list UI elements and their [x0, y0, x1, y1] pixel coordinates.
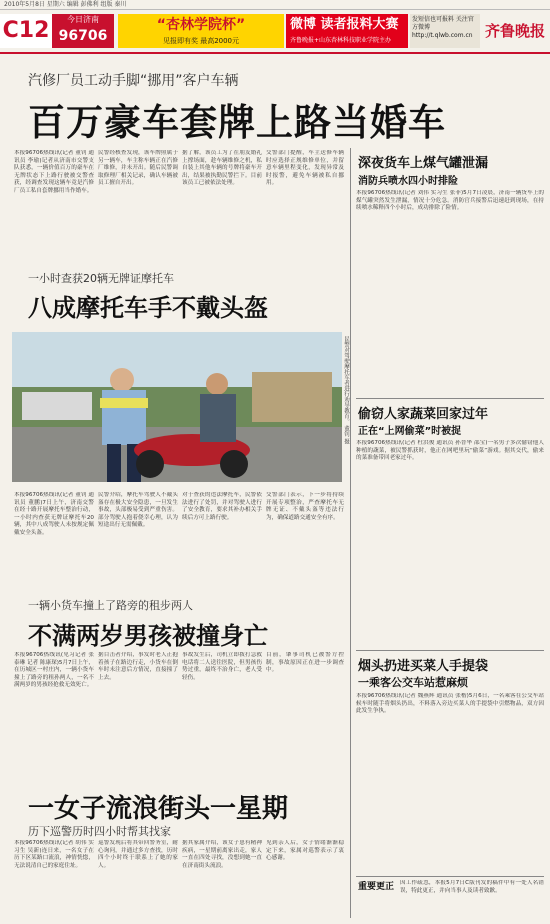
side4-headline: 重要更正	[358, 882, 395, 892]
story3-headline: 不满两岁男孩被撞身亡	[28, 622, 268, 650]
story2-col3: 对于查获的违法摩托车，民警依法进行了处罚，并对驾驶人进行了安全教育，要求其补办相关手续后方可上路行驶。	[182, 492, 262, 521]
story2-col2: 民警介绍，摩托车驾驶人不戴头盔存在极大安全隐患，一旦发生事故，头部极易受到严重伤害。部分驾驶人抱着侥幸心理，认为短途出行无需佩戴。	[98, 492, 178, 529]
side1-body: 本报96706热线讯(记者 刘伟 实习生 张菲)5月7日凌晨，济南一辆货车上的煤气罐突然发生泄漏，情况十分危急。消防官兵接警后迅速赶到现场，在持续喷水稀释四个小时后，成功排除了险情。	[356, 190, 544, 212]
story1-col4: 交警部门提醒，车主送修车辆时应选择正规维修单位，并留意车辆里程变化，发现异常及时报警，避免车辆被私自挪用。	[266, 150, 344, 187]
story3-col3: 事故发生后，司机立即拨打急救电话将二人送往医院，但男孩伤势过重，最终不治身亡，老人受轻伤。	[182, 652, 262, 681]
photo-caption: 民警对驾驶摩托车者进行劝导教育。 董钊 摄	[343, 336, 349, 444]
story2-kicker: 一小时查获20辆无牌证摩托车	[28, 272, 174, 285]
ad-subtitle: 齐鲁晚报+山东杏林科技职业学院主办	[290, 37, 392, 44]
section-divider	[356, 398, 544, 399]
page-number: C12	[0, 14, 52, 48]
section-label: 今日济南	[67, 15, 99, 24]
section-box	[52, 14, 114, 48]
banner-ad-weibo	[286, 14, 408, 48]
story1-headline: 百万豪车套牌上路当婚车	[28, 101, 446, 144]
side2-headline: 偷窃人家蔬菜回家过年	[358, 407, 489, 422]
story4-col2: 巡警发现后将其带回警务室，耐心询问，并通过多方查找，历时四个小时终于联系上了她的家人。	[98, 840, 178, 869]
ad-title: 微博 读者报料大赛	[290, 17, 399, 32]
story4-headline: 一女子流浪街头一星期	[28, 794, 289, 824]
masthead	[0, 10, 550, 52]
date-line: 2010年5月8日 星期六 编辑 彭佛利 组版 秦川	[0, 0, 550, 10]
story4-col1: 本报96706热线讯(记者 胡伟 实习生 吴新)连日来，一名女子在历下区某路口流浪，神情恍惚，无法说清自己的家庭住址。	[14, 840, 94, 869]
side4-body: 因工作疏忽，本报5月7日C版刊发的稿件中有一处人名错误，特此更正，并向当事人及读者致歉。	[400, 880, 544, 894]
story1-col3: 据了解，该员工为了在朋友婚礼上撑场面，趁车辆维修之机，私自装上其他车辆的号牌将豪车开出，结果被执勤民警拦下。目前该员工已被依法处理。	[182, 150, 262, 187]
side1-headline: 深夜货车上煤气罐泄漏	[358, 156, 489, 171]
story3-col2: 据目击者介绍，事发时老人正抱着孩子在路边行走，小货车在倒车时未注意后方情况，直接撞了上去。	[98, 652, 178, 681]
story4-subhead: 历下巡警历时四小时帮其找家	[28, 825, 171, 838]
story2-col1: 本报96706热线讯(记者 董钊 通讯员 董鹏)7日上午，济南交警在经十路开展摩托车整治行动，一小时内查获无牌证摩托车20辆，其中八成驾驶人未按规定佩戴安全头盔。	[14, 492, 94, 536]
sms-info: 发短信也可报料 关注官方微博 http://t.qlwb.com.cn	[410, 14, 480, 48]
ad-subtitle: 见报即有奖 最高2000元	[162, 37, 240, 45]
side2-body: 本报96706热线讯(记者 杜洪俊 通讯员 孙晋华 邵宝)一名男子多次偷窃他人种植的蔬菜，被民警抓获时，他正在网吧里玩“偷菜”游戏。据其交代，偷来的菜准备带回老家过年。	[356, 440, 544, 462]
story3-col1: 本报96706热线讯(见习记者 张泰琳 记者 陈康琛)5月7日上午，在历城区一村庄内，一辆小货车撞上了路旁的租孙两人，一名不满两岁的男孩经抢救无效死亡。	[14, 652, 94, 689]
story4-col4: 见到亲人后，女子情绪渐渐稳定下来，家属对巡警表示了衷心感谢。	[266, 840, 344, 862]
story3-col4: 目前，肇事司机已被警方控制，事故原因正在进一步调查中。	[266, 652, 344, 674]
story3-kicker: 一辆小货车撞上了路旁的租步两人	[28, 599, 193, 612]
section-divider	[356, 650, 544, 651]
side3-body: 本报96706热线讯(记者 魏燕辉 通讯员 张楷)5月6日，一名乘客在公交车站候车时随手将烟头扔出，不料落入旁边买菜人的手提袋中引燃物品，双方因此发生争执。	[356, 693, 544, 715]
hotline-number: 96706	[58, 28, 108, 44]
story1-col2: 民警经核查发现，该车牌照属于另一辆车，车主称车辆正在汽修厂维修，并未开出。随后民警调取修理厂相关记录，确认车辆被员工擅自开出。	[98, 150, 178, 187]
story4-col3: 据其家属介绍，该女子患有精神疾病，一星期前离家出走，家人一直在四处寻找，没想到她一直在济南街头流浪。	[182, 840, 262, 869]
photo-traffic-police	[12, 332, 342, 482]
story2-col4: 交警部门表示，下一步将持续开展专项整治，严查摩托车无牌无证、不戴头盔等违法行为，确保道路交通安全有序。	[266, 492, 344, 521]
banner-ad-contest	[118, 14, 284, 48]
side2-subhead: 正在“上网偷菜”时被捉	[358, 426, 462, 437]
story2-photo	[12, 332, 342, 482]
side1-subhead: 消防兵喷水四小时排险	[358, 176, 458, 187]
side3-subhead: 一乘客公交车站惹麻烦	[358, 676, 468, 689]
newspaper-logo: 齐鲁晚报	[484, 22, 545, 40]
header-rule	[0, 52, 550, 54]
side3-headline: 烟头扔进买菜人手提袋	[358, 659, 489, 674]
column-divider	[350, 148, 351, 918]
story2-headline: 八成摩托车手不戴头盔	[28, 294, 268, 322]
ad-title: “杏林学院杯”	[156, 17, 246, 33]
section-divider	[356, 876, 544, 877]
story1-col1: 本报96706热线讯(记者 董钊 通讯员 李瑜)记者从济南市交警支队获悉，一辆价值百万的豪车在无牌状态下上路行驶被交警查获，经调查发现这辆车竟是汽修厂员工私自套牌挪用当作婚车。	[14, 150, 94, 194]
story1-kicker: 汽修厂员工动手脚“挪用”客户车辆	[28, 73, 239, 89]
